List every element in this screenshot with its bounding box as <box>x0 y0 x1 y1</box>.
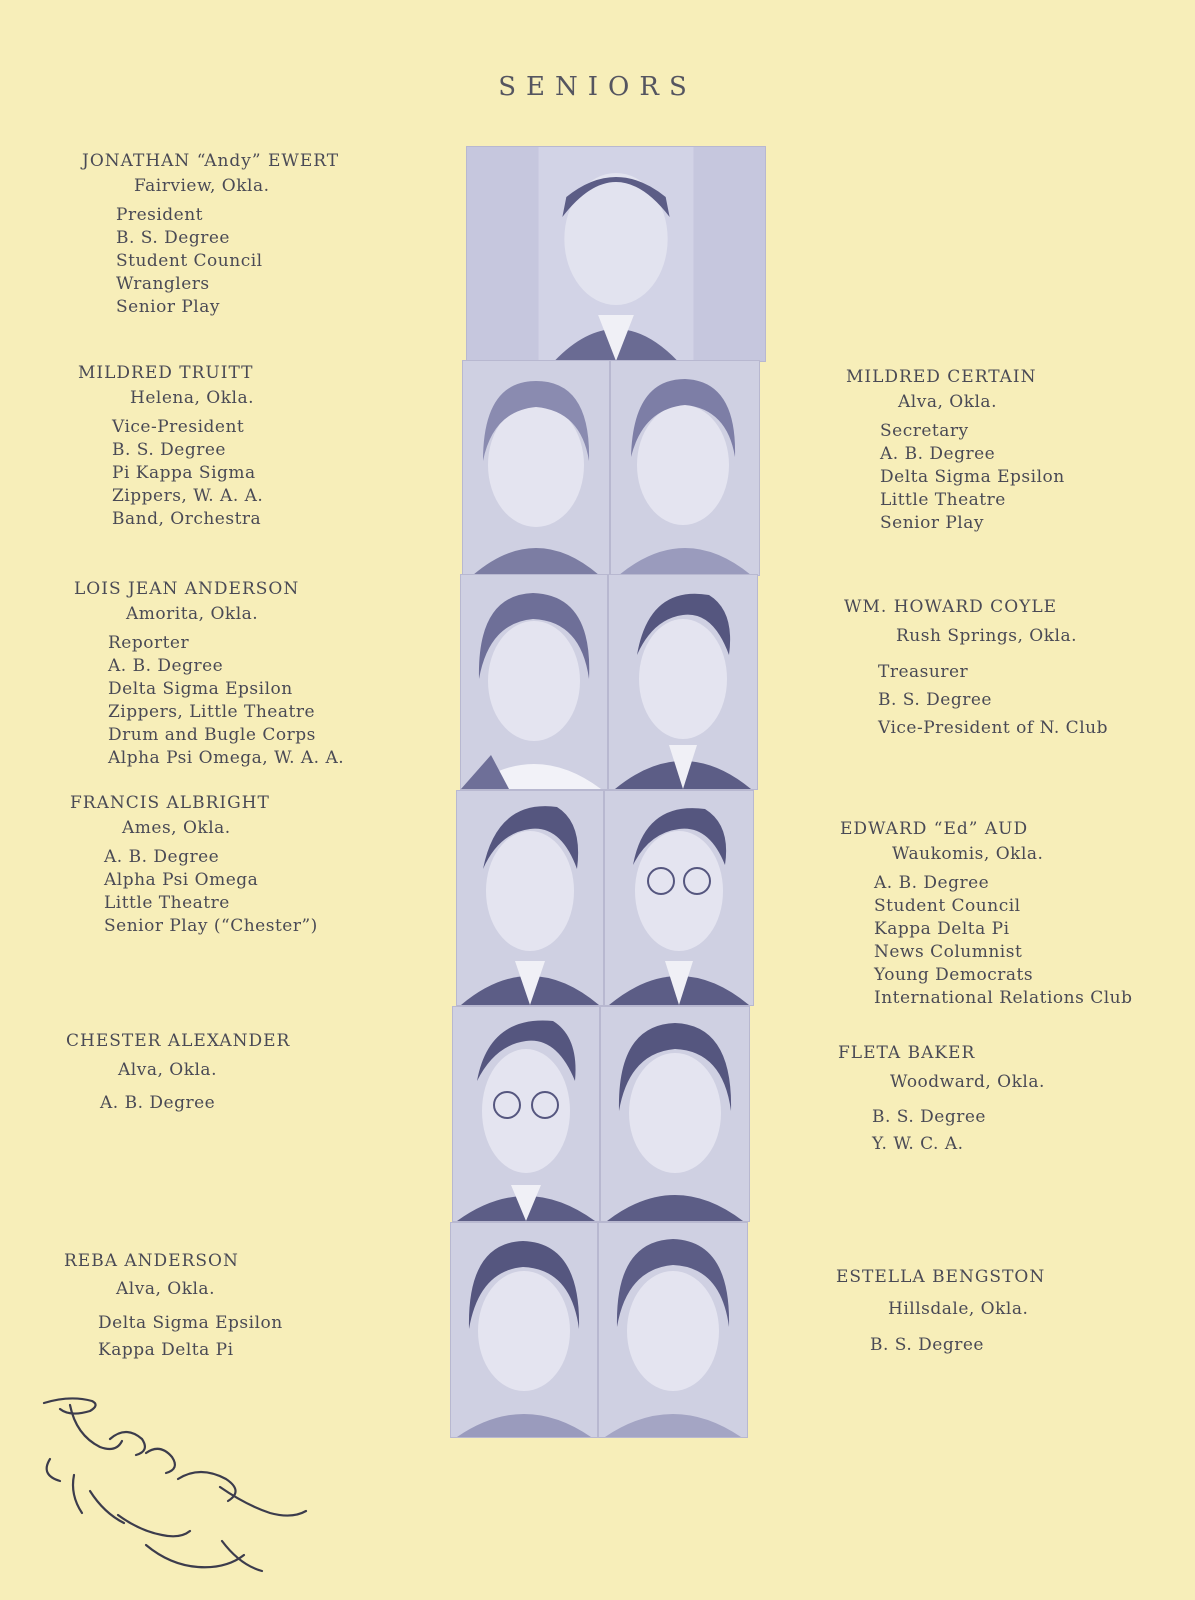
senior-hometown: Alva, Okla. <box>116 1279 215 1299</box>
senior-name: MILDRED CERTAIN <box>846 367 1037 387</box>
activity: Wranglers <box>116 274 210 294</box>
activity: A. B. Degree <box>104 847 220 867</box>
activity: Alpha Psi Omega, W. A. A. <box>108 748 345 768</box>
activity: Reporter <box>108 633 190 653</box>
senior-name: FRANCIS ALBRIGHT <box>70 793 270 813</box>
activity: B. S. Degree <box>112 440 226 460</box>
activity: News Columnist <box>874 942 1023 962</box>
senior-entry-albright <box>70 792 318 938</box>
senior-entry-reba-anderson <box>64 1250 283 1364</box>
senior-activities <box>872 1104 1045 1158</box>
activity: Delta Sigma Epsilon <box>880 467 1065 487</box>
activity: Little Theatre <box>880 490 1006 510</box>
senior-name: REBA ANDERSON <box>64 1251 239 1271</box>
activity: A. B. Degree <box>880 444 996 464</box>
senior-hometown: Ames, Okla. <box>122 818 231 838</box>
senior-name: CHESTER ALEXANDER <box>66 1031 291 1051</box>
senior-entry-baker <box>838 1042 1045 1158</box>
activity: Zippers, W. A. A. <box>112 486 264 506</box>
activity: B. S. Degree <box>878 690 992 710</box>
activity: Vice-President <box>112 417 245 437</box>
activity: Y. W. C. A. <box>872 1134 964 1154</box>
senior-activities <box>880 420 1065 535</box>
activity: Kappa Delta Pi <box>874 919 1010 939</box>
activity: Treasurer <box>878 662 969 682</box>
senior-activities <box>874 872 1132 1010</box>
activity: Pi Kappa Sigma <box>112 463 256 483</box>
senior-name: FLETA BAKER <box>838 1043 976 1063</box>
activity: A. B. Degree <box>874 873 990 893</box>
activity: President <box>116 205 204 225</box>
senior-activities <box>878 658 1108 742</box>
activity: Kappa Delta Pi <box>98 1340 234 1360</box>
activity: Young Democrats <box>874 965 1034 985</box>
activity: B. S. Degree <box>870 1335 984 1355</box>
senior-hometown: Hillsdale, Okla. <box>888 1299 1029 1319</box>
activity: B. S. Degree <box>872 1107 986 1127</box>
activity: International Relations Club <box>874 988 1133 1008</box>
senior-hometown: Woodward, Okla. <box>890 1072 1045 1092</box>
portrait-certain <box>610 360 760 576</box>
senior-activities <box>112 416 263 531</box>
senior-entry-bengston <box>836 1266 1045 1357</box>
senior-hometown: Amorita, Okla. <box>126 604 259 624</box>
activity: A. B. Degree <box>108 656 224 676</box>
activity: Zippers, Little Theatre <box>108 702 316 722</box>
senior-hometown: Waukomis, Okla. <box>892 844 1044 864</box>
senior-activities <box>870 1334 1045 1357</box>
senior-activities <box>98 1310 283 1364</box>
portrait-ewert <box>466 146 766 362</box>
activity: Vice-President of N. Club <box>878 718 1108 738</box>
activity: Little Theatre <box>104 893 230 913</box>
senior-name: LOIS JEAN ANDERSON <box>74 579 300 599</box>
senior-name: ESTELLA BENGSTON <box>836 1267 1046 1287</box>
senior-entry-aud <box>840 818 1132 1010</box>
portrait-reba-anderson <box>450 1222 598 1438</box>
activity: Drum and Bugle Corps <box>108 725 316 745</box>
senior-entry-truitt <box>78 362 263 531</box>
portrait-baker <box>600 1006 750 1222</box>
senior-hometown: Fairview, Okla. <box>134 176 270 196</box>
page-title: SENIORS <box>498 72 697 102</box>
senior-activities <box>100 1092 290 1115</box>
activity: Alpha Psi Omega <box>104 870 259 890</box>
senior-hometown: Helena, Okla. <box>130 388 254 408</box>
portrait-coyle <box>608 574 758 790</box>
senior-activities <box>104 846 318 938</box>
senior-entry-ewert <box>82 150 339 319</box>
activity: A. B. Degree <box>100 1093 216 1113</box>
activity: Senior Play <box>116 297 220 317</box>
senior-hometown: Alva, Okla. <box>898 392 997 412</box>
activity: Delta Sigma Epsilon <box>108 679 293 699</box>
senior-entry-lois-anderson <box>74 578 344 770</box>
portrait-truitt <box>462 360 610 576</box>
senior-entry-coyle <box>844 596 1108 742</box>
activity: Delta Sigma Epsilon <box>98 1313 283 1333</box>
portrait-aud <box>604 790 754 1006</box>
activity: Student Council <box>874 896 1021 916</box>
senior-activities <box>108 632 344 770</box>
portrait-albright <box>456 790 604 1006</box>
senior-hometown: Rush Springs, Okla. <box>896 626 1077 646</box>
activity: Band, Orchestra <box>112 509 262 529</box>
senior-name: WM. HOWARD COYLE <box>844 597 1058 617</box>
activity: Senior Play <box>880 513 984 533</box>
senior-activities <box>116 204 339 319</box>
handwritten-signature <box>30 1395 320 1595</box>
portrait-bengston <box>598 1222 748 1438</box>
activity: B. S. Degree <box>116 228 230 248</box>
portrait-lois-anderson <box>460 574 608 790</box>
senior-name: EDWARD “Ed” AUD <box>840 819 1029 839</box>
activity: Student Council <box>116 251 263 271</box>
activity: Senior Play (“Chester”) <box>104 916 318 936</box>
senior-entry-certain <box>846 366 1065 535</box>
portrait-strip <box>460 146 778 1464</box>
senior-name: JONATHAN “Andy” EWERT <box>82 151 340 171</box>
senior-name: MILDRED TRUITT <box>78 363 254 383</box>
activity: Secretary <box>880 421 969 441</box>
senior-hometown: Alva, Okla. <box>118 1060 217 1080</box>
senior-entry-alexander <box>66 1030 290 1115</box>
portrait-alexander <box>452 1006 600 1222</box>
